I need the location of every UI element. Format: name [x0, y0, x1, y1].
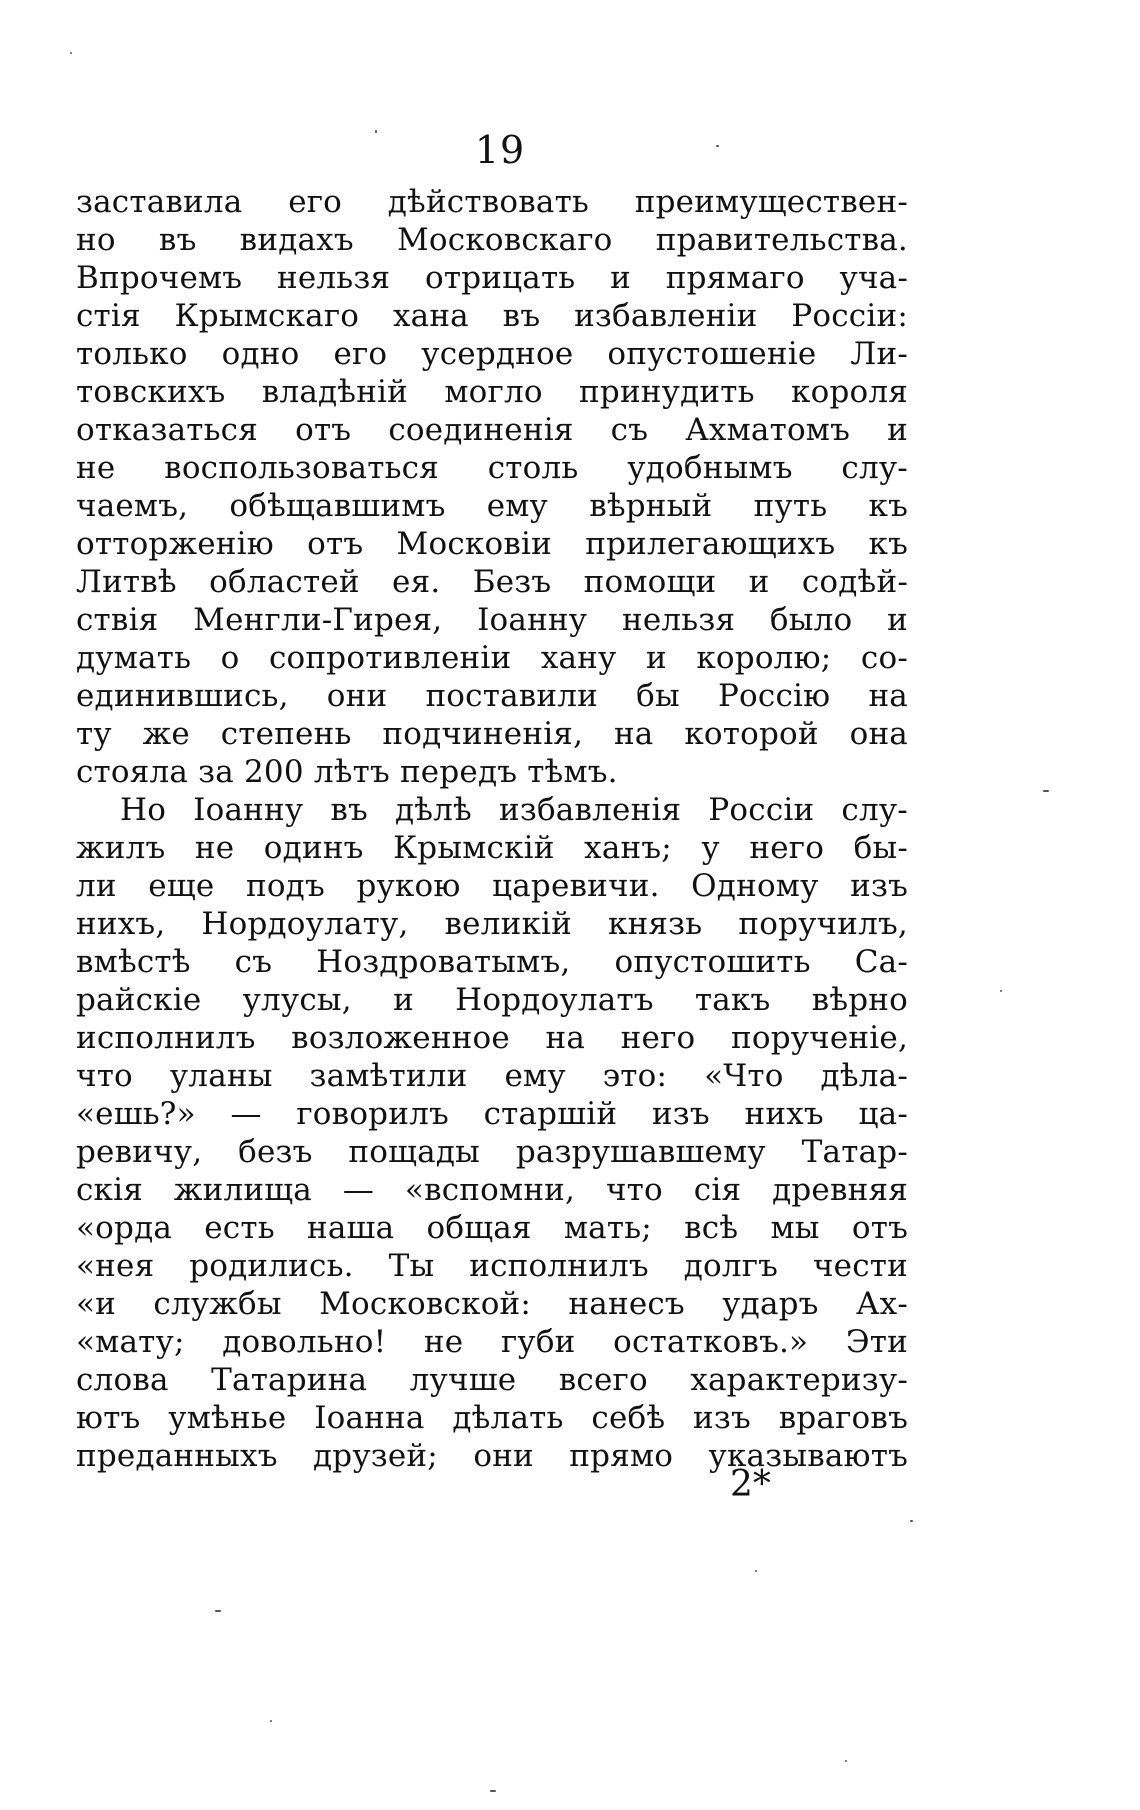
text-line: стія Крымскаго хана въ избавленіи Россіи: [76, 298, 908, 334]
body-text [76, 183, 908, 1475]
text-line: исполнилъ возложенное на него порученіе, [76, 1020, 908, 1056]
page-number: 19 [474, 128, 526, 172]
scan-speck [270, 1720, 272, 1722]
text-line: но въ видахъ Московскаго правительства. [76, 222, 908, 258]
scan-speck [845, 1760, 847, 1762]
text-line: отторженію отъ Московіи прилегающихъ къ [76, 526, 908, 562]
signature-mark: 2* [730, 1464, 771, 1505]
text-line: чаемъ, обѣщавшимъ ему вѣрный путь къ [76, 488, 908, 524]
text-line: «нея родились. Ты исполнилъ долгъ чести [76, 1248, 908, 1284]
text-line: «ешь?» — говорилъ старшій изъ нихъ ца- [76, 1096, 908, 1132]
scan-speck [215, 1610, 221, 1612]
text-line: ютъ умѣнье Іоанна дѣлать себѣ изъ враговъ [76, 1400, 908, 1436]
text-line: стояла за 200 лѣтъ передъ тѣмъ. [76, 754, 618, 790]
text-line: преданныхъ друзей; они прямо указываютъ [76, 1438, 908, 1474]
text-line: слова Татарина лучше всего характеризу- [76, 1362, 908, 1398]
paragraph-2 [76, 791, 908, 1475]
text-line: только одно его усердное опустошеніе Ли- [76, 336, 908, 372]
paragraph-1 [76, 183, 908, 791]
text-line: вмѣстѣ съ Ноздроватымъ, опустошить Са- [76, 944, 908, 980]
scan-speck [716, 145, 719, 147]
text-line: скія жилища — «вспомни, что сія древняя [76, 1172, 908, 1208]
text-line: отказаться отъ соединенія съ Ахматомъ и [76, 412, 908, 448]
text-line: Но Іоанну въ дѣлѣ избавленія Россіи слу- [120, 792, 908, 828]
text-line: товскихъ владѣній могло принудить короля [76, 374, 908, 410]
scan-speck [70, 52, 72, 54]
text-line: Литвѣ областей ея. Безъ помощи и содѣй- [76, 564, 908, 600]
text-line: ли еще подъ рукою царевичи. Одному изъ [76, 868, 908, 904]
text-line: «орда есть наша общая мать; всѣ мы отъ [76, 1210, 908, 1246]
text-line: «и службы Московской: нанесъ ударъ Ах- [76, 1286, 908, 1322]
text-line: ревичу, безъ пощады разрушавшему Татар- [76, 1134, 908, 1170]
scan-speck [755, 1570, 757, 1572]
text-line: жилъ не одинъ Крымскій ханъ; у него бы- [76, 830, 908, 866]
text-line: Впрочемъ нельзя отрицать и прямаго уча- [76, 260, 908, 296]
text-line: «мату; довольно! не губи остатковъ.» Эти [76, 1324, 908, 1360]
text-line: единившись, они поставили бы Россію на [76, 678, 908, 714]
text-line: райскіе улусы, и Нордоулатъ такъ вѣрно [76, 982, 908, 1018]
scan-speck [910, 1520, 913, 1522]
text-line: не воспользоваться столь удобнымъ слу- [76, 450, 908, 486]
text-line: заставила его дѣйствовать преимуществен- [76, 184, 908, 220]
scan-speck [490, 1790, 496, 1792]
text-line: что уланы замѣтили ему это: «Что дѣла- [76, 1058, 908, 1094]
scan-speck [1000, 990, 1002, 992]
text-line: нихъ, Нордоулату, великій князь поручилъ, [76, 906, 908, 942]
text-line: думать о сопротивленіи хану и королю; со- [76, 640, 908, 676]
text-line: ствія Менгли-Гирея, Іоанну нельзя было и [76, 602, 908, 638]
scan-speck [375, 130, 377, 133]
scan-speck [1043, 790, 1049, 792]
text-line: ту же степень подчиненія, на которой она [76, 716, 908, 752]
